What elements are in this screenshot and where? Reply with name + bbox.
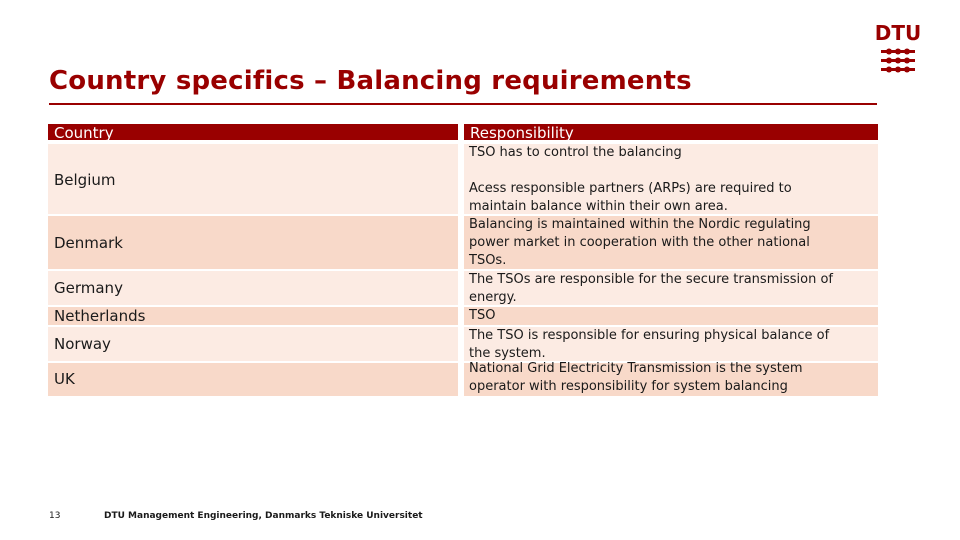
country-cell-belgium: Belgium <box>48 144 458 214</box>
responsibility-line: TSO has to control the balancing <box>469 145 682 160</box>
responsibility-line: the system. <box>469 346 546 361</box>
header-country: Country <box>48 124 458 140</box>
footer-text: DTU Management Engineering, Danmarks Tekniske Universitet <box>104 511 423 521</box>
dtu-logo <box>874 20 922 80</box>
slide-title: Country specifics – Balancing requirements <box>49 66 692 96</box>
responsibility-line: TSO <box>469 308 496 323</box>
responsibility-line: Acess responsible partners (ARPs) are required to <box>469 181 792 196</box>
responsibility-line: energy. <box>469 290 517 305</box>
responsibility-line: TSOs. <box>469 253 507 268</box>
responsibility-cell-uk <box>464 363 878 396</box>
responsibility-cell-norway <box>464 327 878 361</box>
responsibility-cell-germany <box>464 271 878 305</box>
responsibility-line: operator with responsibility for system balancing <box>469 379 788 394</box>
responsibility-line: power market in cooperation with the other national <box>469 235 810 250</box>
responsibility-cell-netherlands <box>464 307 878 325</box>
responsibility-line: Balancing is maintained within the Nordic regulating <box>469 217 811 232</box>
country-cell-denmark: Denmark <box>48 216 458 269</box>
country-cell-uk: UK <box>48 363 458 396</box>
responsibility-line: National Grid Electricity Transmission is the system <box>469 361 803 376</box>
dtu-logo-text: DTU <box>874 21 922 45</box>
title-divider <box>49 103 877 105</box>
header-responsibility: Responsibility <box>464 124 878 140</box>
responsibility-line: The TSOs are responsible for the secure transmission of <box>469 272 833 287</box>
responsibility-line: maintain balance within their own area. <box>469 199 728 214</box>
page-number: 13 <box>49 511 61 521</box>
country-cell-norway: Norway <box>48 327 458 361</box>
country-cell-germany: Germany <box>48 271 458 305</box>
responsibility-cell-belgium <box>464 144 878 214</box>
country-cell-netherlands: Netherlands <box>48 307 458 325</box>
responsibility-cell-denmark <box>464 216 878 269</box>
responsibility-line: The TSO is responsible for ensuring physical balance of <box>469 328 830 343</box>
